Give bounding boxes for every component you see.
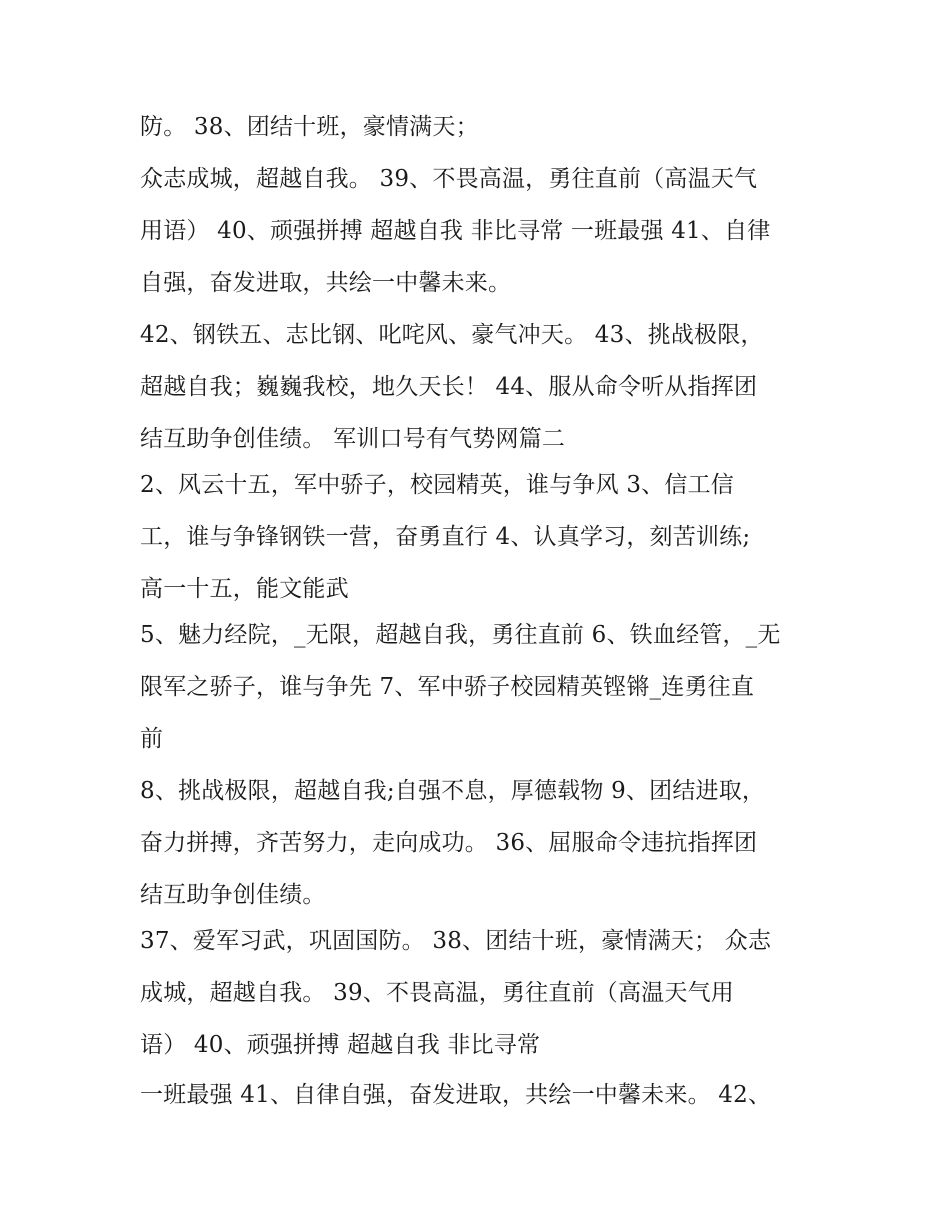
text-line: 5、魅力经院，_无限，超越自我，勇往直前 6、铁血经管，_无 [140,622,781,648]
text-line: 结互助争创佳绩。 军训口号有气势网篇二 [140,426,566,452]
text-line: 2、风云十五，军中骄子，校园精英，谁与争风 3、信工信 [140,472,734,498]
text-line: 42、钢铁五、志比钢、叱咤风、豪气冲天。 43、挑战极限， [140,322,764,348]
text-line: 众志成城，超越自我。 39、不畏高温，勇往直前（高温天气 [140,166,758,192]
text-line: 一班最强 41、自律自强，奋发进取，共绘一中馨未来。 42、 [140,1082,772,1108]
text-line: 结互助争创佳绩。 [140,882,326,908]
text-line: 高一十五，能文能武 [140,576,349,602]
text-line: 语） 40、顽强拼搏 超越自我 非比寻常 [140,1032,541,1058]
text-line: 自强，奋发进取，共绘一中馨未来。 [140,270,512,296]
text-line: 限军之骄子，谁与争先 7、军中骄子校园精英铿锵_连勇往直 [140,674,755,700]
text-line: 37、爱军习武，巩固国防。 38、团结十班，豪情满天； 众志 [140,928,772,954]
text-line: 奋力拼搏，齐苦努力，走向成功。 36、屈服命令违抗指挥团 [140,830,758,856]
text-line: 工，谁与争锋钢铁一营，奋勇直行 4、认真学习，刻苦训练; [140,524,751,550]
text-line: 8、挑战极限，超越自我;自强不息，厚德载物 9、团结进取， [140,778,766,804]
text-line: 前 [140,726,164,752]
text-line: 超越自我；巍巍我校，地久天长！ 44、服从命令听从指挥团 [140,374,758,400]
text-line: 用语） 40、顽强拼搏 超越自我 非比寻常 一班最强 41、自律 [140,218,771,244]
text-line: 防。 38、团结十班，豪情满天； [140,114,479,140]
text-line: 成城，超越自我。 39、不畏高温，勇往直前（高温天气用 [140,980,734,1006]
